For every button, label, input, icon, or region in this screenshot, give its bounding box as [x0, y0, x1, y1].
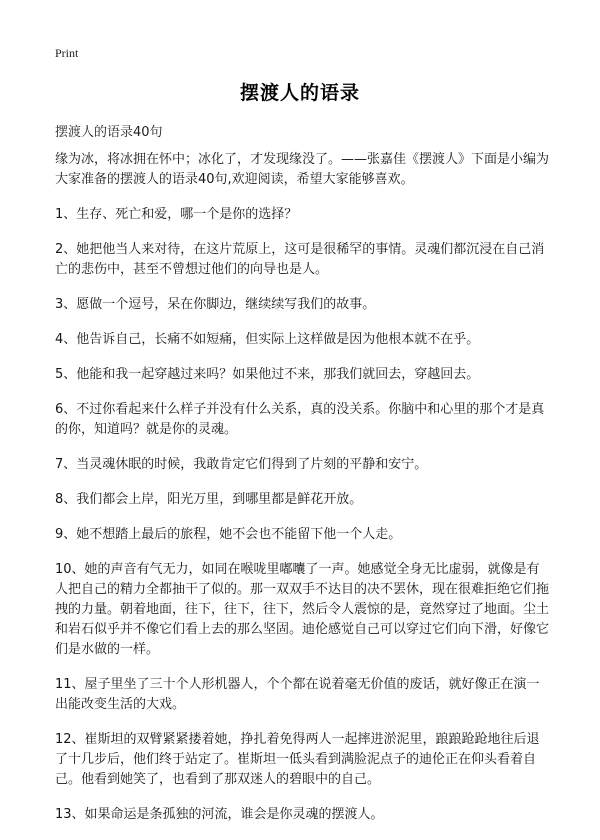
page-title: 摆渡人的语录: [239, 82, 360, 104]
quote-item-5: 5、他能和我一起穿越过来吗？如果他过不来，那我们就回去，穿越回去。: [55, 367, 480, 382]
quote-item-1: 1、生存、死亡和爱，哪一个是你的选择？: [55, 207, 298, 222]
quote-item-9: 9、她不想踏上最后的旅程，她不会也不能留下他一个人走。: [55, 527, 402, 542]
quote-item-8: 8、我们都会上岸，阳光万里，到哪里都是鲜花开放。: [55, 492, 363, 507]
quote-item-4: 4、他告诉自己，长痛不如短痛，但实际上这样做是因为他根本就不在乎。: [55, 332, 480, 347]
quote-item-11: 11、屋子里坐了三十个人形机器人，个个都在说着毫无价值的废话，就好像正在演一出能改变生活的大戏。: [55, 677, 540, 712]
print-link[interactable]: Print: [55, 46, 79, 60]
quote-item-2: 2、她把他当人来对待，在这片荒原上，这可是很稀罕的事情。灵魂们都沉浸在自己消亡的悲伤中，甚至不曾想过他们的向导也是人。: [55, 242, 545, 277]
quote-item-6: 6、不过你看起来什么样子并没有什么关系，真的没关系。你脑中和心里的那个才是真的你，知道吗？就是你的灵魂。: [55, 402, 545, 437]
quote-item-7: 7、当灵魂休眠的时候，我敢肯定它们得到了片刻的平静和安宁。: [55, 457, 428, 472]
quote-item-13: 13、如果命运是条孤独的河流，谁会是你灵魂的摆渡人。: [55, 807, 384, 822]
article-subtitle: 摆渡人的语录40句: [55, 125, 163, 140]
intro-paragraph: 缘为冰，将冰拥在怀中；冰化了，才发现缘没了。——张嘉佳《摆渡人》下面是小编为大家准备的摆渡人的语录40句,欢迎阅读，希望大家能够喜欢。: [55, 152, 550, 187]
quote-item-10: 10、她的声音有气无力，如同在喉咙里嘟囔了一声。她感觉全身无比虚弱，就像是有人把自己的精力全都抽干了似的。那一双双手不达目的决不罢休，现在很难拒绝它们拖拽的力量。朝着地面，往下，往下，往下，然后令人震惊的是，竟然穿过了地面。尘土和岩石似乎并不像它们看上去的那么坚固。迪伦感觉自己可以穿过它们向下滑，好像它们是水做的一样。: [55, 562, 550, 657]
quote-item-3: 3、愿做一个逗号，呆在你脚边，继续续写我们的故事。: [55, 297, 376, 312]
article-body: [55, 150, 550, 840]
quote-item-12: 12、崔斯坦的双臂紧紧搂着她，挣扎着免得两人一起摔进淤泥里，踉踉跄跄地往后退了十几步后，他们终于站定了。崔斯坦一低头看到满脸泥点子的迪伦正在仰头看着自己。他看到她笑了，也看到了那双迷人的碧眼中的自己。: [55, 732, 540, 787]
